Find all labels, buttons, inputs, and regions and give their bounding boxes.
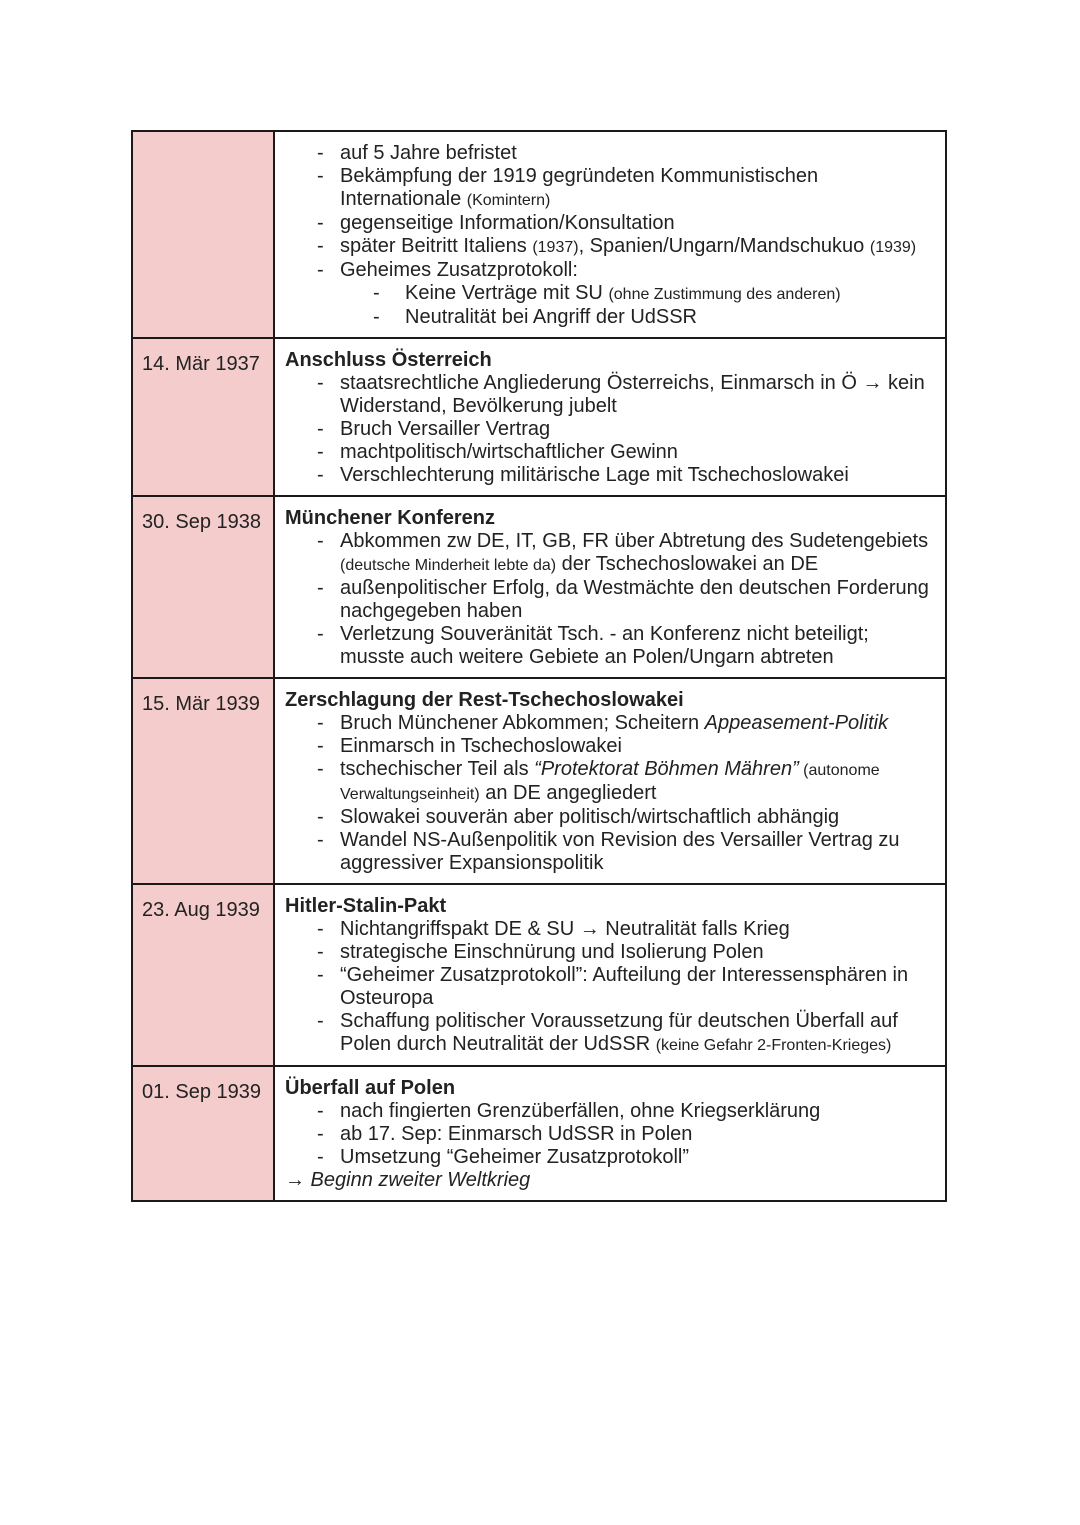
text-segment: Schaffung politischer Voraussetzung für deutschen Überfall auf Polen durch Neutralität der UdSSR xyxy=(340,1010,898,1055)
list-item xyxy=(285,372,937,418)
text-segment: an DE angegliedert xyxy=(479,782,657,804)
event-title: Überfall auf Polen xyxy=(285,1077,456,1099)
event-items-list xyxy=(285,530,937,669)
text-segment: (1937) xyxy=(532,239,579,256)
text-segment: außenpolitischer Erfolg, da Westmächte den deutschen Forderung nachgegeben haben xyxy=(340,577,929,622)
text-segment: Keine Verträge mit SU xyxy=(405,282,609,304)
list-item xyxy=(285,1123,937,1146)
event-title: Hitler-Stalin-Pakt xyxy=(285,895,447,917)
text-segment: Geheimes Zusatzprotokoll: xyxy=(340,259,578,281)
text-segment: machtpolitisch/wirtschaftlicher Gewinn xyxy=(340,441,678,463)
text-segment: gegenseitige Information/Konsultation xyxy=(340,212,675,234)
text-segment: der Tschechoslowakei an DE xyxy=(556,553,819,575)
list-item xyxy=(285,1146,937,1169)
text-segment: (autonome Verwaltungseinheit) xyxy=(340,762,880,803)
event-title: Anschluss Österreich xyxy=(285,349,492,371)
text-segment: “Protektorat Böhmen Mähren” xyxy=(534,758,799,780)
list-item xyxy=(285,464,937,487)
text-segment: später Beitritt Italiens xyxy=(340,235,533,257)
list-item xyxy=(285,623,937,669)
date-cell xyxy=(132,496,274,678)
text-segment: auf 5 Jahre befristet xyxy=(340,142,517,164)
list-item xyxy=(285,964,937,1010)
sub-list-item xyxy=(340,282,937,306)
list-item xyxy=(285,142,937,165)
text-segment: Nichtangriffspakt DE & SU → Neutralität falls Krieg xyxy=(340,918,790,940)
event-items-list xyxy=(285,712,937,875)
text-segment: (deutsche Minderheit lebte da) xyxy=(340,557,557,574)
timeline-row xyxy=(132,678,946,884)
date-cell xyxy=(132,338,274,496)
list-item xyxy=(285,712,937,735)
event-items-list xyxy=(285,918,937,1057)
text-segment: Neutralität bei Angriff der UdSSR xyxy=(405,306,698,328)
text-segment: Abkommen zw DE, IT, GB, FR über Abtretung des Sudetengebiets xyxy=(340,530,929,552)
sub-items-list xyxy=(340,282,937,329)
text-segment: Umsetzung “Geheimer Zusatzprotokoll” xyxy=(340,1146,690,1168)
text-segment: Verletzung Souveränität Tsch. - an Konferenz nicht beteiligt; musste auch weitere Gebiete an Polen/Ungarn abtreten xyxy=(340,623,869,668)
text-segment: Verschlechterung militärische Lage mit Tschechoslowakei xyxy=(340,464,849,486)
event-title: Zerschlagung der Rest-Tschechoslowakei xyxy=(285,689,684,711)
text-segment: Appeasement-Politik xyxy=(704,712,889,734)
date-cell xyxy=(132,884,274,1066)
list-item xyxy=(285,1010,937,1057)
event-items-list xyxy=(285,372,937,487)
timeline-row xyxy=(132,1066,946,1201)
list-item xyxy=(285,1100,937,1123)
event-content-cell xyxy=(274,884,946,1066)
list-item xyxy=(285,235,937,259)
text-segment: “Geheimer Zusatzprotokoll”: Aufteilung der Interessensphären in Osteuropa xyxy=(340,964,909,1009)
text-segment: (1939) xyxy=(869,239,917,256)
event-content-cell xyxy=(274,1066,946,1201)
event-title: Münchener Konferenz xyxy=(285,507,496,529)
list-item xyxy=(285,758,937,806)
list-item xyxy=(285,212,937,235)
text-segment: Einmarsch in Tschechoslowakei xyxy=(340,735,622,757)
event-content-cell xyxy=(274,338,946,496)
list-item xyxy=(285,577,937,623)
text-segment: (ohne Zustimmung des anderen) xyxy=(608,286,841,303)
list-item xyxy=(285,165,937,212)
list-item xyxy=(285,829,937,875)
date-cell xyxy=(132,1066,274,1201)
event-items-list xyxy=(285,142,937,329)
list-item xyxy=(285,806,937,829)
text-segment: , Spanien/Ungarn/Mandschukuo xyxy=(578,235,870,257)
timeline-row xyxy=(132,131,946,338)
text-segment: nach fingierten Grenzüberfällen, ohne Kriegserklärung xyxy=(340,1100,821,1122)
text-segment: Wandel NS-Außenpolitik von Revision des Versailler Vertrag zu aggressiver Expansionspolitik xyxy=(340,829,900,874)
list-item xyxy=(285,418,937,441)
text-segment: staatsrechtliche Angliederung Österreichs, Einmarsch in Ö → kein Widerstand, Bevölkerung jubelt xyxy=(340,372,925,417)
timeline-row xyxy=(132,884,946,1066)
text-segment: Bruch Münchener Abkommen; Scheitern xyxy=(340,712,705,734)
list-item xyxy=(285,530,937,577)
date-cell xyxy=(132,678,274,884)
date-cell xyxy=(132,131,274,338)
text-segment: ab 17. Sep: Einmarsch UdSSR in Polen xyxy=(340,1123,693,1145)
timeline-table xyxy=(131,130,947,1202)
event-items-list xyxy=(285,1100,937,1169)
list-item xyxy=(285,735,937,758)
sub-list-item xyxy=(340,306,937,329)
event-date: 23. Aug 1939 xyxy=(142,899,260,921)
event-date: 30. Sep 1938 xyxy=(142,511,261,533)
event-content-cell xyxy=(274,131,946,338)
event-date: 15. Mär 1939 xyxy=(142,693,260,715)
list-item xyxy=(285,941,937,964)
text-segment: (Komintern) xyxy=(466,192,551,209)
event-conclusion: → Beginn zweiter Weltkrieg xyxy=(285,1169,531,1191)
event-date: 01. Sep 1939 xyxy=(142,1081,261,1103)
timeline-body xyxy=(132,131,946,1201)
text-segment: Bruch Versailler Vertrag xyxy=(340,418,551,440)
text-segment: tschechischer Teil als xyxy=(340,758,535,780)
list-item xyxy=(285,918,937,941)
text-segment: Slowakei souverän aber politisch/wirtschaftlich abhängig xyxy=(340,806,840,828)
event-date: 14. Mär 1937 xyxy=(142,353,260,375)
text-segment: Bekämpfung der 1919 gegründeten Kommunistischen Internationale xyxy=(340,165,819,210)
timeline-row xyxy=(132,496,946,678)
event-content-cell xyxy=(274,678,946,884)
text-segment: (keine Gefahr 2-Fronten-Krieges) xyxy=(655,1037,892,1054)
list-item xyxy=(285,441,937,464)
text-segment: strategische Einschnürung und Isolierung Polen xyxy=(340,941,764,963)
timeline-row xyxy=(132,338,946,496)
list-item xyxy=(285,259,937,329)
event-date xyxy=(133,132,273,146)
event-content-cell xyxy=(274,496,946,678)
